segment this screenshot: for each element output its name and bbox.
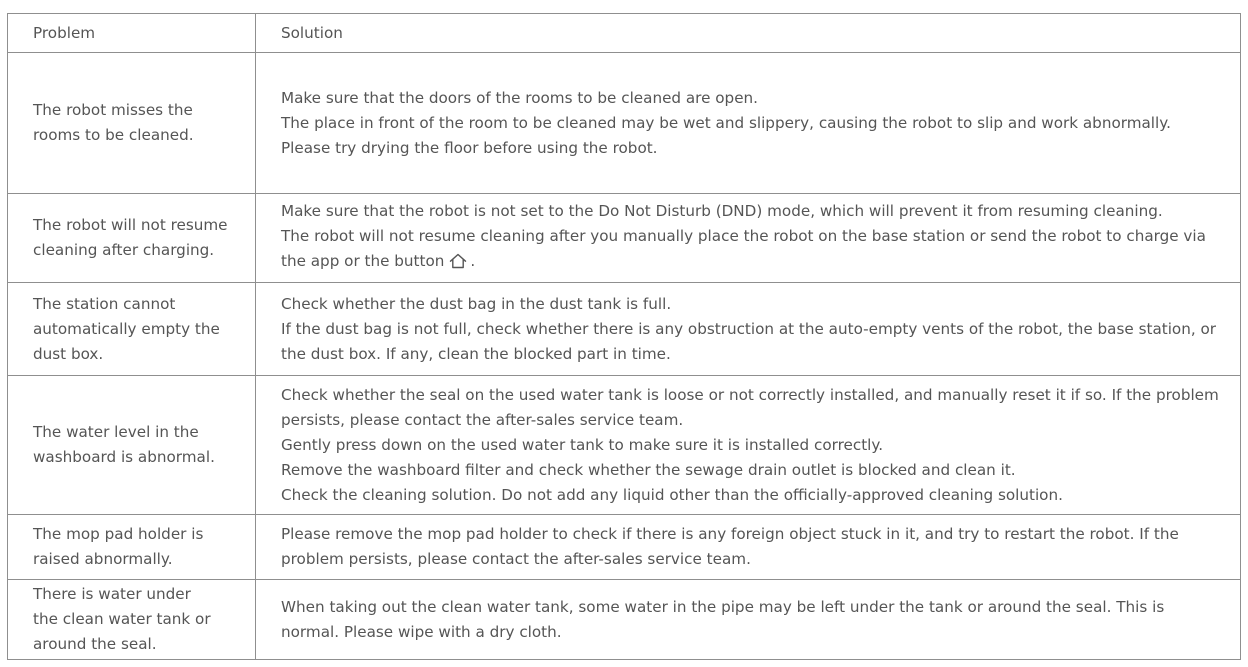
solution-cell: [256, 376, 1241, 515]
solution-text: the dust box. If any, clean the blocked part in time.: [281, 344, 671, 363]
solution-text: Please try drying the floor before using the robot.: [281, 138, 658, 157]
home-icon: [449, 252, 467, 277]
header-solution: Solution: [256, 14, 1241, 53]
solution-text: The robot will not resume cleaning after you manually place the robot on the base station or send the robot to charge via: [281, 227, 1206, 245]
solution-text: Remove the washboard filter and check whether the sewage drain outlet is blocked and clean it.: [281, 460, 1016, 479]
table-row: [8, 515, 1241, 580]
problem-cell: [8, 376, 256, 515]
solution-text: .: [470, 252, 476, 270]
solution-cell: [256, 53, 1241, 194]
table-row: [8, 580, 1241, 660]
solution-text: problem persists, please contact the after-sales service team.: [281, 550, 751, 568]
problem-text: the clean water tank or: [33, 610, 211, 628]
solution-text: the app or the button: [281, 252, 445, 270]
problem-text: The water level in the: [33, 423, 199, 441]
problem-text: raised abnormally.: [33, 550, 173, 568]
solution-text: Make sure that the doors of the rooms to be cleaned are open.: [281, 88, 758, 107]
solution-text: Check whether the seal on the used water tank is loose or not correctly installed, and manually reset it if so. If the problem: [281, 385, 1219, 404]
header-problem: Problem: [8, 14, 256, 53]
problem-cell: [8, 194, 256, 283]
solution-text: Gently press down on the used water tank to make sure it is installed correctly.: [281, 435, 884, 454]
solution-text: Please remove the mop pad holder to check if there is any foreign object stuck in it, and try to restart the robot. If the: [281, 525, 1179, 543]
problem-text: The station cannot: [33, 294, 176, 313]
table-row: [8, 283, 1241, 376]
solution-text: persists, please contact the after-sales service team.: [281, 410, 684, 429]
problem-text: automatically empty the: [33, 319, 220, 338]
table-row: [8, 53, 1241, 194]
solution-text: Check the cleaning solution. Do not add any liquid other than the officially-approved cleaning solution.: [281, 485, 1063, 504]
problem-text: rooms to be cleaned.: [33, 126, 194, 144]
table-row: [8, 194, 1241, 283]
problem-text: The mop pad holder is: [33, 525, 204, 543]
troubleshooting-table: [7, 13, 1241, 660]
solution-text: If the dust bag is not full, check whether there is any obstruction at the auto-empty vents of the robot, the base station, or: [281, 319, 1217, 338]
problem-text: washboard is abnormal.: [33, 448, 215, 466]
table-row: [8, 376, 1241, 515]
solution-cell: [256, 515, 1241, 580]
problem-text: around the seal.: [33, 635, 157, 653]
solution-text: When taking out the clean water tank, some water in the pipe may be left under the tank or around the seal. This is: [281, 597, 1165, 616]
problem-cell: [8, 53, 256, 194]
problem-cell: [8, 283, 256, 376]
problem-cell: [8, 515, 256, 580]
solution-text: Make sure that the robot is not set to the Do Not Disturb (DND) mode, which will prevent it from resuming cleaning.: [281, 202, 1163, 220]
solution-cell: [256, 283, 1241, 376]
solution-text: The place in front of the room to be cleaned may be wet and slippery, causing the robot to slip and work abnormally.: [281, 113, 1171, 132]
problem-text: cleaning after charging.: [33, 241, 215, 259]
solution-text: Check whether the dust bag in the dust tank is full.: [281, 294, 672, 313]
problem-text: The robot misses the: [33, 101, 193, 119]
solution-cell: [256, 194, 1241, 283]
solution-text: normal. Please wipe with a dry cloth.: [281, 622, 562, 641]
problem-text: The robot will not resume: [33, 216, 228, 234]
solution-cell: [256, 580, 1241, 660]
problem-text: There is water under: [33, 585, 191, 603]
solution-text-with-icon: [281, 249, 1234, 277]
problem-text: dust box.: [33, 344, 104, 363]
problem-cell: [8, 580, 256, 660]
header-row: [8, 14, 1241, 53]
